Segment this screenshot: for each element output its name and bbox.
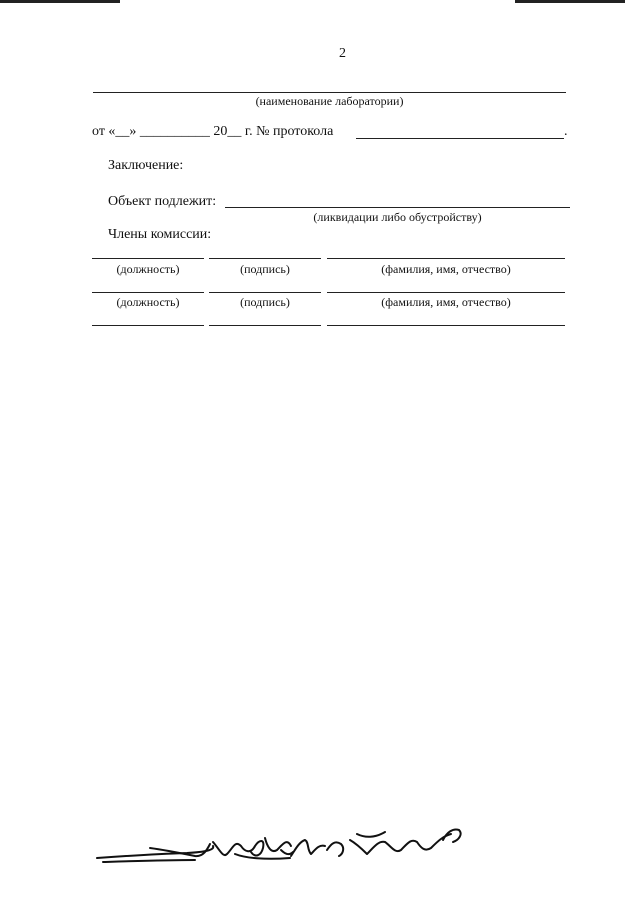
- position-caption: (должность): [116, 295, 180, 309]
- signature-stroke: [213, 841, 263, 855]
- position-caption: (должность): [116, 262, 180, 276]
- signature-line: [209, 292, 321, 293]
- signature-stroke: [103, 860, 195, 862]
- name-caption: (фамилия, имя, отчество): [381, 295, 511, 309]
- name-line: [327, 325, 565, 326]
- signature-caption: (подпись): [240, 295, 290, 309]
- signature-stroke: [291, 840, 325, 856]
- scan-edge-mark: [0, 0, 120, 3]
- signature-stroke: [265, 838, 291, 851]
- signature-stroke: [327, 842, 343, 856]
- signature-line: [209, 325, 321, 326]
- object-line: [225, 207, 570, 208]
- commission-label: Члены комиссии:: [108, 227, 212, 242]
- position-line: [92, 292, 204, 293]
- signature-caption: (подпись): [240, 262, 290, 276]
- signature-stroke: [281, 850, 293, 854]
- signature-line: [209, 258, 321, 259]
- protocol-date-text: от «__» __________ 20__ г. № протокола: [92, 124, 334, 139]
- name-line: [327, 292, 565, 293]
- signature-stroke: [443, 829, 461, 842]
- lab-name-caption: (наименование лаборатории): [255, 94, 404, 108]
- name-line: [327, 258, 565, 259]
- page-number: 2: [339, 46, 346, 61]
- signature-stroke: [357, 832, 385, 837]
- position-line: [92, 325, 204, 326]
- protocol-number-line: [356, 138, 564, 139]
- name-caption: (фамилия, имя, отчество): [381, 262, 511, 276]
- position-line: [92, 258, 204, 259]
- lab-name-line: [93, 92, 566, 93]
- object-caption: (ликвидации либо обустройству): [313, 210, 482, 224]
- protocol-end-dot: .: [564, 124, 568, 139]
- scan-edge-mark: [515, 0, 625, 3]
- object-label: Объект подлежит:: [108, 194, 217, 209]
- signature-stroke: [235, 854, 290, 859]
- conclusion-label: Заключение:: [108, 158, 184, 173]
- handwritten-signatures: [95, 820, 465, 880]
